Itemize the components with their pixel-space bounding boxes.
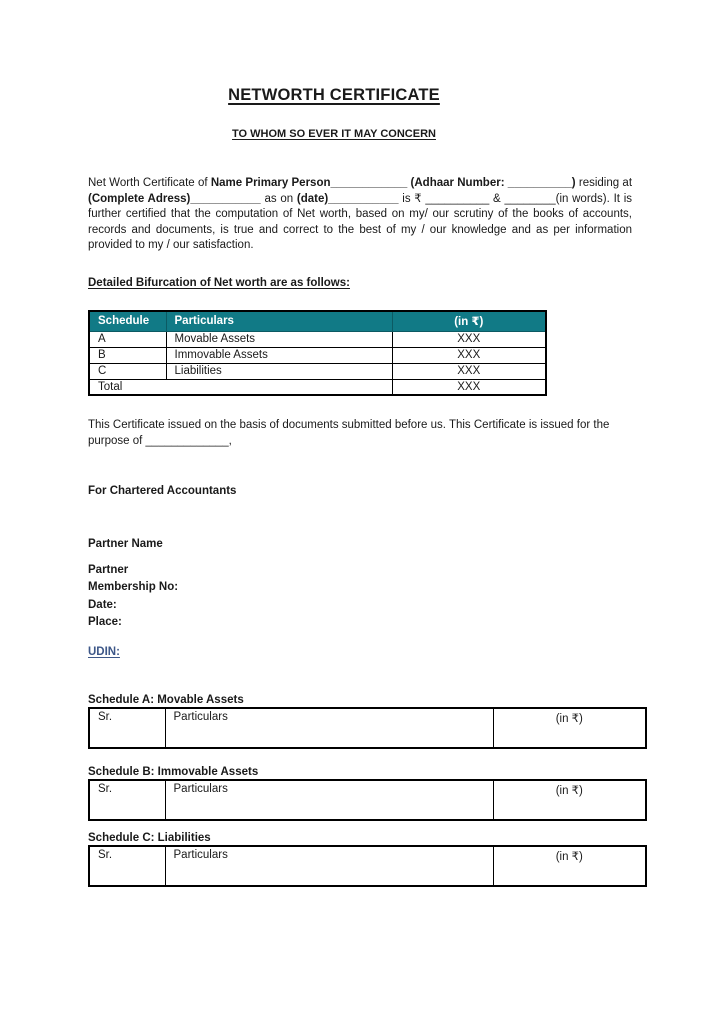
udin-line xyxy=(88,646,632,658)
firm-signature-text: For Chartered Accountants xyxy=(88,485,237,497)
firm-signature-line xyxy=(88,485,632,497)
membership-no-label: Membership No: xyxy=(88,581,179,594)
cell-schedule: B xyxy=(89,347,166,363)
schedule-a-table xyxy=(88,707,647,749)
issuance-paragraph xyxy=(88,418,632,449)
cell-schedule: A xyxy=(89,331,166,347)
intro-segment-name: Name Primary Person____________ xyxy=(210,177,411,189)
cell-total-label: Total xyxy=(89,379,392,395)
cell-amount: XXX xyxy=(392,363,546,379)
cell-sr: Sr. xyxy=(89,708,165,748)
intro-segment-date: (date)___________ xyxy=(296,192,403,205)
bifurcation-heading xyxy=(88,277,632,289)
document-title xyxy=(62,86,606,105)
intro-segment-address: (Complete Adress)___________ xyxy=(88,192,265,205)
table-header-row xyxy=(89,311,546,331)
place-label: Place: xyxy=(88,615,122,628)
table-header-row xyxy=(89,846,646,886)
intro-paragraph xyxy=(88,176,632,254)
intro-segment: Net Worth Certificate of xyxy=(88,177,211,189)
header-amount: (in ₹) xyxy=(392,311,546,331)
cell-total-amount: XXX xyxy=(392,379,546,395)
intro-segment: residing at xyxy=(578,177,633,189)
table-total-row xyxy=(89,379,546,395)
issuance-text: This Certificate issued on the basis of documents submitted before us. This Certificate is issued for the purpose of _____________, xyxy=(88,419,610,447)
partner-name-line xyxy=(88,538,632,550)
schedule-b-heading-text: Schedule B: Immovable Assets xyxy=(88,766,259,778)
schedule-b-heading xyxy=(88,766,632,778)
document-subtitle xyxy=(62,128,606,140)
cell-particulars: Particulars xyxy=(165,708,493,748)
intro-segment-adhaar: (Adhaar Number: __________) xyxy=(410,177,579,189)
table-row xyxy=(89,363,546,379)
schedule-b-table-container xyxy=(88,779,632,821)
cell-particulars: Movable Assets xyxy=(166,331,392,347)
intro-segment: as on xyxy=(264,192,297,205)
document-title-text: NETWORTH CERTIFICATE xyxy=(228,86,440,104)
schedule-c-table xyxy=(88,845,647,887)
table-row xyxy=(89,331,546,347)
schedule-c-table-container xyxy=(88,845,632,887)
table-header-row xyxy=(89,780,646,820)
cell-amount: (in ₹) xyxy=(493,846,646,886)
partner-designation: Partner xyxy=(88,564,129,576)
cell-amount: (in ₹) xyxy=(493,780,646,820)
cell-particulars: Liabilities xyxy=(166,363,392,379)
cell-amount: XXX xyxy=(392,331,546,347)
cell-schedule: C xyxy=(89,363,166,379)
intro-segment: is ₹ __________ & ________(in words). It is further certified that the computation of Net worth, based on my/ our scrutiny of the books of accounts, records and documents, is true and correct to the best of my / our knowledge and as per information provided to my / our satisfaction. xyxy=(88,192,632,251)
cell-sr: Sr. xyxy=(89,846,165,886)
cell-sr: Sr. xyxy=(89,780,165,820)
date-label: Date: xyxy=(88,598,117,611)
partner-details-block xyxy=(88,562,632,631)
schedule-a-table-container xyxy=(88,707,632,749)
schedule-b-table xyxy=(88,779,647,821)
header-particulars: Particulars xyxy=(166,311,392,331)
cell-amount: (in ₹) xyxy=(493,708,646,748)
bifurcation-table-container xyxy=(88,310,632,396)
cell-particulars: Particulars xyxy=(165,846,493,886)
table-header-row xyxy=(89,708,646,748)
table-row xyxy=(89,347,546,363)
schedule-c-heading xyxy=(88,832,632,844)
cell-particulars: Immovable Assets xyxy=(166,347,392,363)
schedule-a-heading xyxy=(88,694,632,706)
cell-amount: XXX xyxy=(392,347,546,363)
header-schedule: Schedule xyxy=(89,311,166,331)
udin-label: UDIN: xyxy=(88,646,120,658)
bifurcation-table xyxy=(88,310,547,396)
schedule-a-heading-text: Schedule A: Movable Assets xyxy=(88,694,244,706)
bifurcation-heading-text: Detailed Bifurcation of Net worth are as follows: xyxy=(88,277,350,289)
schedule-c-heading-text: Schedule C: Liabilities xyxy=(88,832,211,844)
cell-particulars: Particulars xyxy=(165,780,493,820)
partner-name-text: Partner Name xyxy=(88,538,163,550)
document-subtitle-text: TO WHOM SO EVER IT MAY CONCERN xyxy=(232,128,436,140)
